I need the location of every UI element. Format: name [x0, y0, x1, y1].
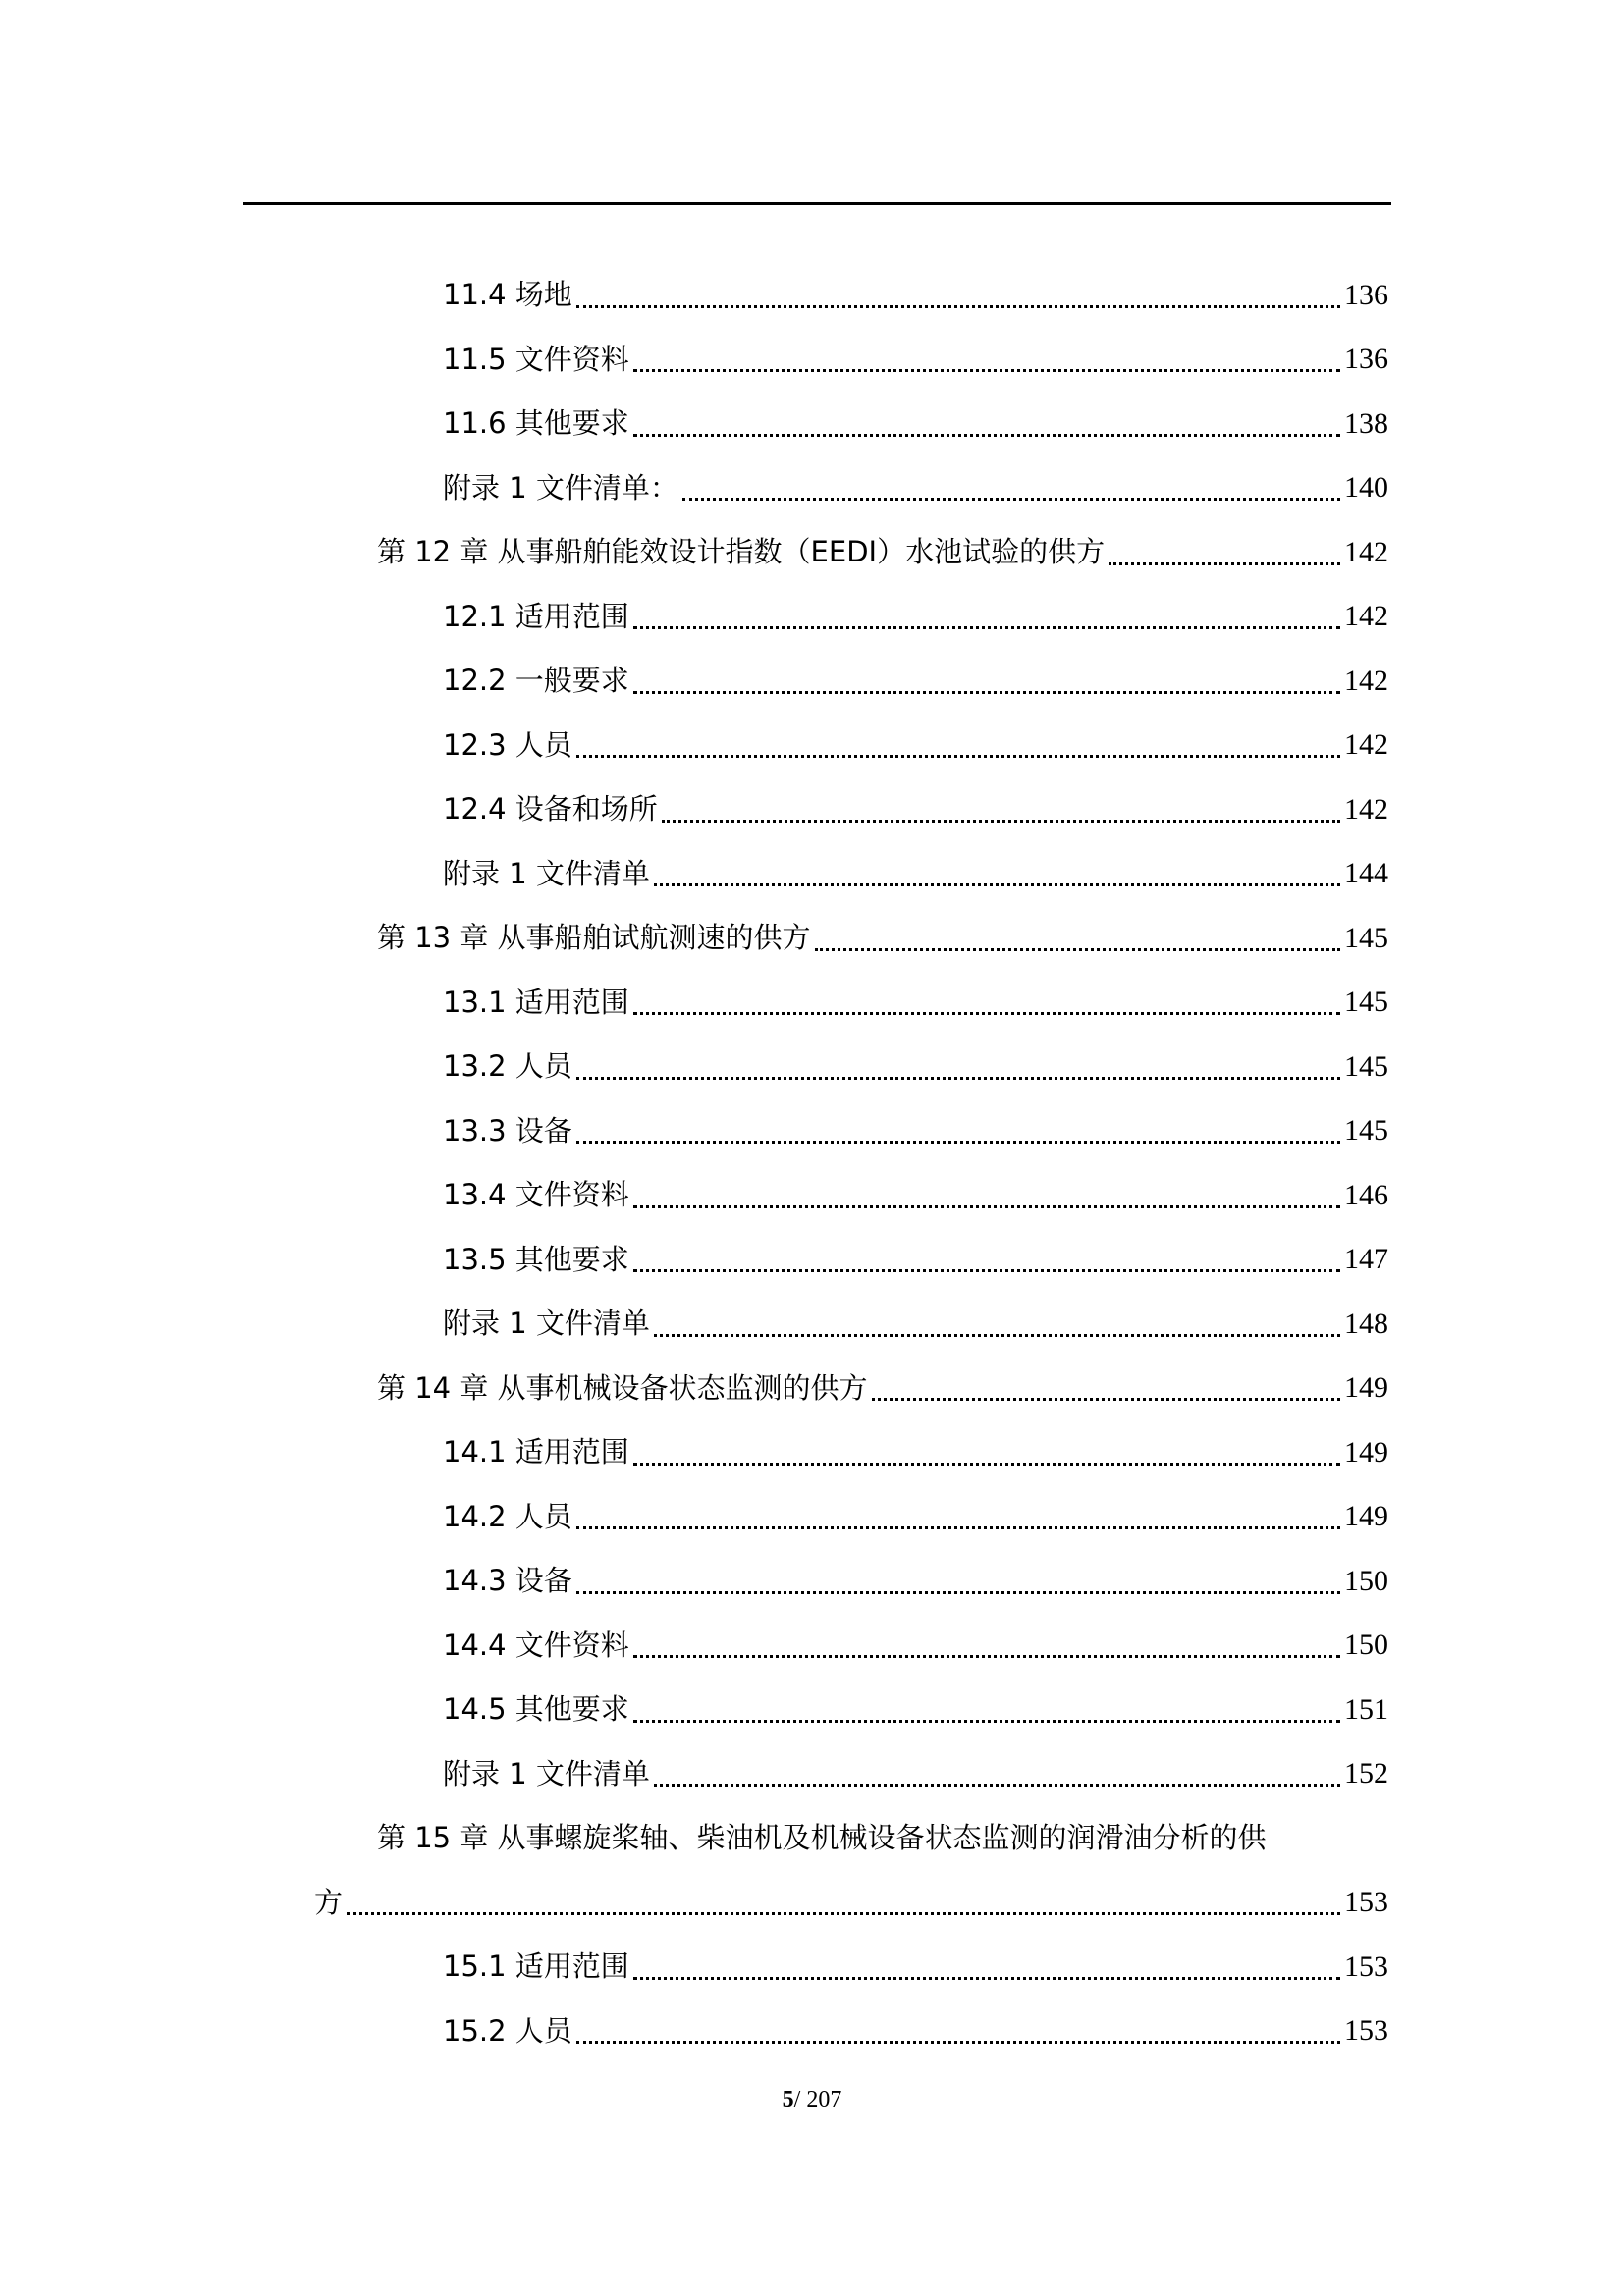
toc-entry-title: 附录 1 文件清单	[443, 1307, 650, 1341]
dot-leader	[633, 1463, 1340, 1466]
toc-page-number: 142	[1344, 728, 1388, 762]
toc-page-number: 145	[1344, 1114, 1388, 1148]
toc-entry-title: 12.2 一般要求	[443, 664, 629, 698]
toc-entry-title: 12.1 适用范围	[443, 599, 629, 633]
toc-entry[interactable]	[0, 392, 1624, 456]
toc-page-number: 145	[1344, 1049, 1388, 1083]
toc-entry-title: 15.1 适用范围	[443, 1949, 629, 1984]
toc-entry-title: 第 14 章 从事机械设备状态监测的供方	[377, 1370, 868, 1405]
toc-page-number: 152	[1344, 1757, 1388, 1790]
dot-leader	[633, 1977, 1340, 1980]
toc-entry-title: 附录 1 文件清单	[443, 1756, 650, 1790]
dot-leader	[633, 434, 1340, 437]
dot-leader	[576, 755, 1340, 758]
toc-entry-title: 14.2 人员	[443, 1499, 572, 1533]
toc-entry-title: 11.4 场地	[443, 278, 572, 312]
dot-leader	[633, 626, 1340, 629]
toc-page-number: 144	[1344, 857, 1388, 890]
dot-leader	[633, 1012, 1340, 1015]
toc-page-number: 140	[1344, 471, 1388, 505]
dot-leader	[662, 820, 1340, 823]
dot-leader	[654, 883, 1340, 886]
header-rule	[243, 202, 1391, 205]
toc-entry-title: 第 12 章 从事船舶能效设计指数（EEDI）水池试验的供方	[377, 535, 1106, 569]
toc-entry[interactable]	[0, 649, 1624, 714]
toc-entry[interactable]	[0, 842, 1624, 907]
toc-page-number: 149	[1344, 1500, 1388, 1533]
dot-leader	[682, 498, 1340, 501]
toc-page-number: 142	[1344, 792, 1388, 826]
dot-leader	[347, 1912, 1340, 1915]
toc-entry[interactable]	[0, 456, 1624, 521]
toc-entry-chapter-15[interactable]	[0, 1806, 1624, 1871]
dot-leader	[576, 2041, 1340, 2044]
toc-page-number: 147	[1344, 1243, 1388, 1276]
toc-entry-title: 第 15 章 从事螺旋桨轴、柴油机及机械设备状态监测的润滑油分析的供	[377, 1821, 1267, 1855]
toc-page-number: 136	[1344, 278, 1388, 311]
dot-leader	[633, 1720, 1340, 1723]
toc-entry[interactable]	[0, 1485, 1624, 1550]
dot-leader	[633, 1269, 1340, 1272]
toc-page-number: 149	[1344, 1435, 1388, 1468]
toc-entry[interactable]	[0, 328, 1624, 393]
dot-leader	[576, 1141, 1340, 1144]
toc-entry-title: 15.2 人员	[443, 2013, 572, 2048]
toc-page-number: 148	[1344, 1307, 1388, 1340]
dot-leader	[633, 691, 1340, 694]
toc-page-number: 150	[1344, 1629, 1388, 1662]
toc-entry[interactable]	[0, 1163, 1624, 1228]
toc-entry[interactable]	[0, 263, 1624, 328]
toc-page-number: 146	[1344, 1178, 1388, 1211]
toc-entry[interactable]	[0, 777, 1624, 842]
toc-entry-title: 附录 1 文件清单	[443, 856, 650, 890]
toc-page-number: 150	[1344, 1564, 1388, 1597]
toc-entry[interactable]	[0, 1742, 1624, 1807]
toc-entry-title: 12.3 人员	[443, 727, 572, 762]
toc-entry-title: 13.5 其他要求	[443, 1242, 629, 1276]
toc-entry-title: 12.4 设备和场所	[443, 792, 658, 827]
dot-leader	[633, 369, 1340, 372]
dot-leader	[576, 1591, 1340, 1594]
toc-entry[interactable]	[0, 2000, 1624, 2064]
toc-entry-title: 13.3 设备	[443, 1113, 572, 1148]
toc-page-number: 136	[1344, 343, 1388, 376]
toc-page-number: 138	[1344, 406, 1388, 440]
total-pages: / 207	[793, 2087, 842, 2112]
dot-leader	[872, 1398, 1340, 1401]
toc-page-number: 149	[1344, 1371, 1388, 1405]
toc-entry-title: 14.4 文件资料	[443, 1628, 629, 1662]
dot-leader	[633, 1655, 1340, 1658]
dot-leader	[576, 1526, 1340, 1529]
dot-leader	[815, 948, 1340, 951]
toc-entry-title: 附录 1 文件清单：	[443, 470, 678, 505]
toc-entry[interactable]	[0, 1099, 1624, 1164]
toc-entry-title: 方	[314, 1885, 344, 1919]
toc-entry[interactable]	[0, 714, 1624, 778]
toc-entry[interactable]	[0, 1871, 1624, 1936]
toc-entry-title: 第 13 章 从事船舶试航测速的供方	[377, 921, 811, 955]
toc-entry[interactable]	[0, 1549, 1624, 1614]
toc-page-number: 151	[1344, 1692, 1388, 1726]
current-page-number: 5	[782, 2087, 794, 2112]
toc-entry-title: 13.4 文件资料	[443, 1178, 629, 1212]
dot-leader	[1109, 562, 1340, 565]
dot-leader	[654, 1784, 1340, 1787]
toc-entry[interactable]	[0, 1357, 1624, 1421]
toc-entry-title: 13.2 人员	[443, 1049, 572, 1084]
toc-entry[interactable]	[0, 1292, 1624, 1357]
table-of-contents	[0, 263, 1624, 2063]
toc-entry[interactable]	[0, 585, 1624, 650]
toc-entry-title: 14.3 设备	[443, 1564, 572, 1598]
toc-entry[interactable]	[0, 971, 1624, 1036]
toc-page-number: 153	[1344, 1886, 1388, 1919]
toc-entry[interactable]	[0, 906, 1624, 971]
toc-entry-title: 14.1 适用范围	[443, 1435, 629, 1469]
toc-entry[interactable]	[0, 1035, 1624, 1099]
toc-entry[interactable]	[0, 1935, 1624, 2000]
page-number-footer	[0, 2087, 1624, 2113]
toc-page-number: 142	[1344, 535, 1388, 568]
toc-entry[interactable]	[0, 520, 1624, 585]
toc-entry[interactable]	[0, 1420, 1624, 1485]
dot-leader	[576, 1077, 1340, 1080]
toc-page-number: 145	[1344, 986, 1388, 1019]
toc-entry[interactable]	[0, 1228, 1624, 1293]
toc-page-number: 142	[1344, 600, 1388, 633]
toc-entry-title: 11.5 文件资料	[443, 342, 629, 376]
dot-leader	[633, 1205, 1340, 1208]
toc-entry-title: 14.5 其他要求	[443, 1692, 629, 1727]
toc-entry-title: 11.6 其他要求	[443, 406, 629, 441]
dot-leader	[576, 305, 1340, 308]
toc-entry-title: 13.1 适用范围	[443, 985, 629, 1019]
dot-leader	[654, 1334, 1340, 1337]
toc-page-number: 153	[1344, 1949, 1388, 1983]
toc-page-number: 142	[1344, 664, 1388, 697]
toc-page-number: 145	[1344, 921, 1388, 954]
toc-entry[interactable]	[0, 1614, 1624, 1679]
toc-entry[interactable]	[0, 1678, 1624, 1742]
toc-page-number: 153	[1344, 2014, 1388, 2048]
